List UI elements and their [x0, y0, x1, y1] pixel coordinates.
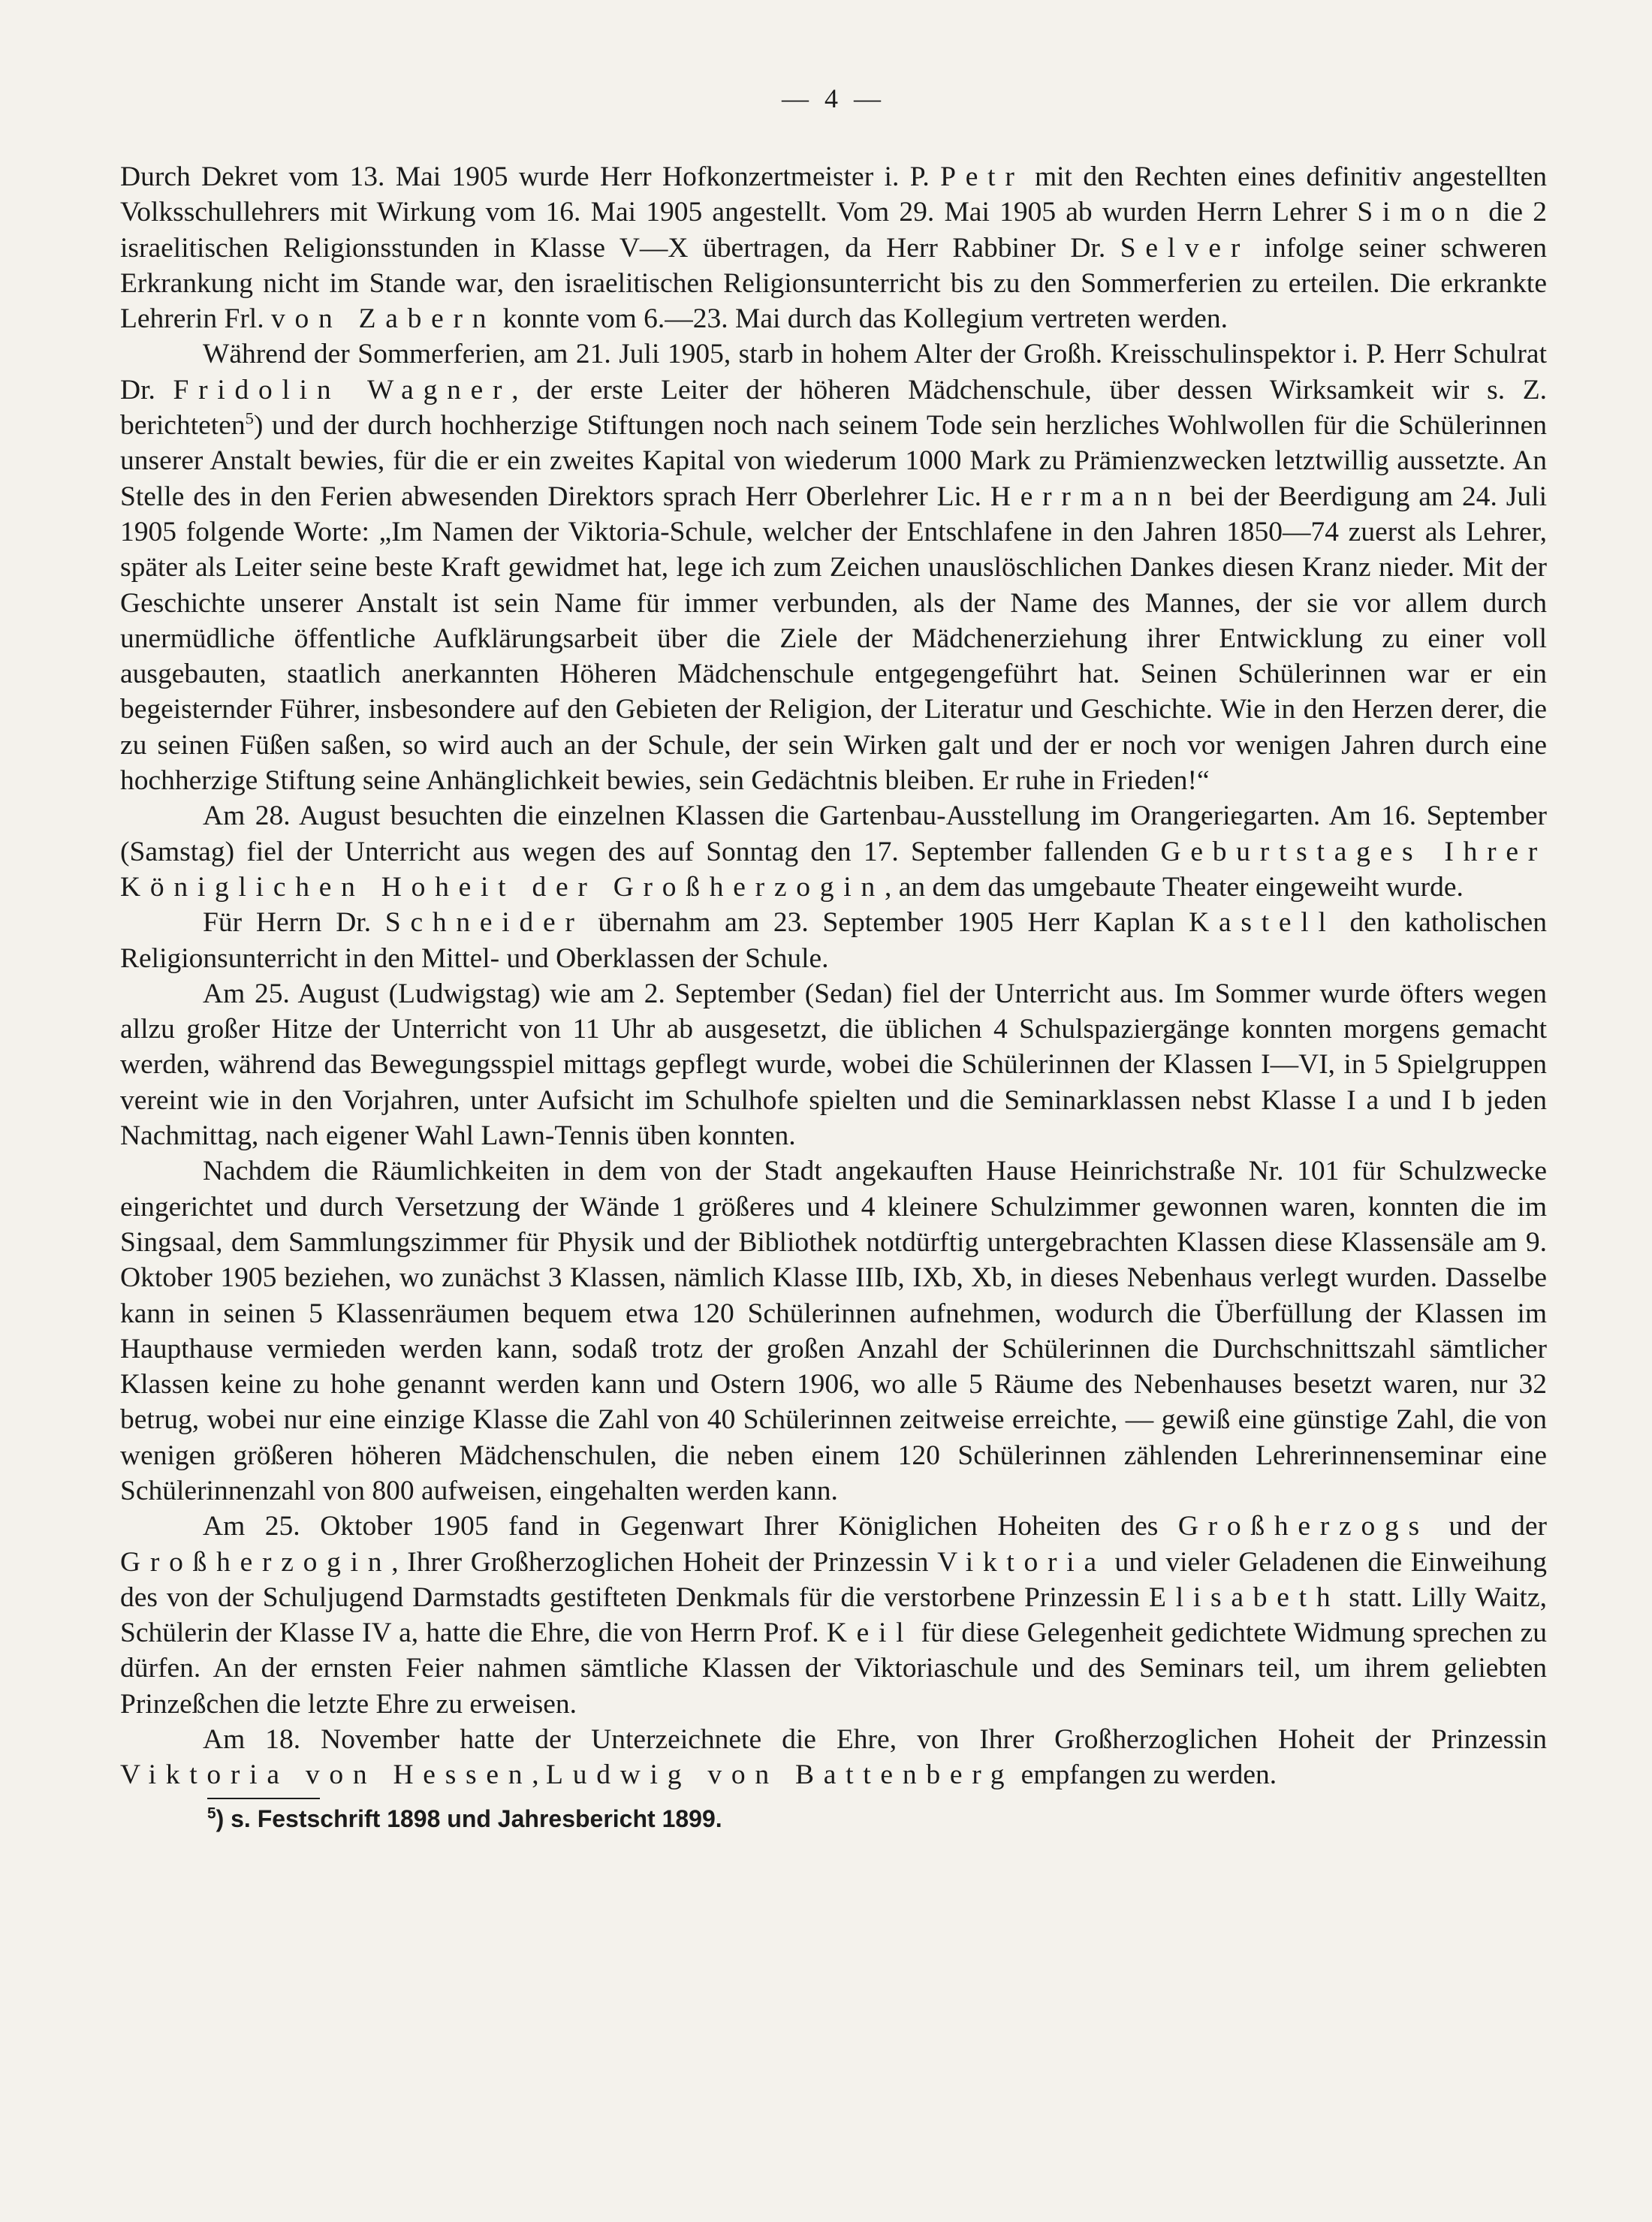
spaced-name: Simon — [1357, 197, 1479, 228]
text-run: , der erste Leiter der höheren Mädchenschule, über dessen Wirksamkeit wir s. Z. berichteten — [120, 374, 1547, 442]
text-run: Am 25. August (Ludwigstag) wie am 2. September (Sedan) fiel der Unterricht aus. Im Sommer wurde öfters wegen allzu großer Hitze der Unterricht von 11 Uhr ab ausgesetzt, die üblichen 4 Schulspaziergänge konnten morgens gemacht werden, während das Bewegungsspiel mittags gepflegt wurde, wobei die Schülerinnen der Klassen I—VI, in 5 Spielgruppen vereint wie in den Vorjahren, unter Aufsicht im Schulhofe spielten und die Seminarklassen nebst Klasse I a und I b jeden Nachmittag, nach eigener Wahl Lawn-Tennis üben konnten. — [120, 978, 1547, 1152]
text-run: Für Herrn Dr. — [203, 907, 385, 939]
paragraph-p5 — [120, 976, 1547, 1153]
text-run: die 2 israelitischen Religionsstunden in Klasse V—X übertragen, da Herr Rabbiner Dr. — [120, 197, 1547, 264]
text-run: für diese Gelegenheit gedichtete Widmung sprechen zu dürfen. An der ernsten Feier nahmen sämtliche Klassen der Viktoriaschule und des Seminars teil, um ihrem geliebten Prinzeßchen die letzte Ehre zu erweisen. — [120, 1618, 1547, 1720]
spaced-name: Herrmann — [990, 481, 1181, 512]
paragraph-p8 — [120, 1722, 1547, 1793]
text-run: empfangen zu werden. — [1014, 1759, 1277, 1791]
text-run: konnte vom 6.—23. Mai durch das Kollegium vertreten werden. — [496, 303, 1228, 335]
text-run: Nachdem die Räumlichkeiten in dem von der Stadt angekauften Hause Heinrichstraße Nr. 101 für Schulzwecke eingerichtet und durch Versetzung der Wände 1 größeres und 4 kleinere Schulzimmer gewonnen waren, konnten die im Singsaal, dem Sammlungszimmer für Physik und der Bibliothek notdürftig untergebrachten Klassen diese Klassensäle am 9. Oktober 1905 beziehen, wo zunächst 3 Klassen, nämlich Klasse IIIb, IXb, Xb, in dieses Nebenhaus verlegt wurden. Dasselbe kann in seinen 5 Klassenräumen bequem etwa 120 Schülerinnen aufnehmen, wodurch die Überfüllung der Klassen im Haupthause vermieden werden kann, sodaß trotz der großen Anzahl der Schülerinnen die Durchschnittszahl sämtlicher Klassen keine zu hohe genannt werden kann und Ostern 1906, wo alle 5 Räume des Nebenhauses besetzt waren, nur 32 betrug, wobei nur eine einzige Klasse die Zahl von 40 Schülerinnen zeitweise erreichte, — gewiß eine günstige Zahl, die von wenigen größeren höheren Mädchenschulen, die neben einem 120 Schülerinnen zählenden Lehrerinnenseminar eine Schülerinnenzahl von 800 aufweisen, eingehalten werden kann. — [120, 1156, 1547, 1506]
text-run: übernahm am 23. September 1905 Herr Kaplan — [583, 907, 1189, 939]
spaced-name: Petr — [940, 161, 1024, 192]
spaced-name: Großherzogs — [1177, 1511, 1429, 1542]
text-run: ) und der durch hochherzige Stiftungen noch nach seinem Tode sein herzliches Wohlwollen für die Schülerinnen unserer Anstalt bewies, für die er ein zweites Kapital von wiederum 1000 Mark zu Prämienzwecken letztwillig aussetzte. An Stelle des in den Ferien abwesenden Direktors sprach Herr Oberlehrer Lic. — [120, 410, 1547, 512]
text-run: , — [532, 1759, 547, 1791]
spaced-name: Selver — [1120, 232, 1250, 264]
text-run: Während der Sommerferien, am 21. Juli 1905, starb in hohem Alter der Großh. Kreisschulinspektor i. P. Herr Schulrat Dr. — [120, 339, 1547, 406]
footnote-rule — [207, 1798, 320, 1799]
footnote-text: ) s. Festschrift 1898 und Jahresbericht 1899. — [216, 1804, 722, 1832]
paragraph-p4 — [120, 905, 1547, 976]
spaced-name: Elisabeth — [1149, 1581, 1340, 1613]
paragraph-p1 — [120, 159, 1547, 336]
spaced-name: Fridolin Wagner — [173, 374, 512, 406]
spaced-name: von Zabern — [270, 303, 496, 335]
text-run: , an dem das umgebaute Theater eingeweiht wurde. — [884, 871, 1464, 903]
body-text — [120, 159, 1547, 1793]
text-run: infolge seiner schweren Erkrankung nicht im Stande war, den israelitischen Religionsunterricht bis zu den Sommerferien zu erteilen. Die erkrankte Lehrerin Frl. — [120, 232, 1547, 335]
footnote-marker: 5 — [207, 1804, 216, 1822]
text-run: Am 18. November hatte der Unterzeichnete die Ehre, von Ihrer Großherzoglichen Hoheit der Prinzessin — [203, 1724, 1547, 1756]
text-run: Am 25. Oktober 1905 fand in Gegenwart Ihrer Königlichen Hoheiten des — [203, 1511, 1178, 1542]
paragraph-p2 — [120, 336, 1547, 798]
spaced-name: Ludwig von Battenberg — [546, 1759, 1014, 1791]
text-run: den katholischen Religionsunterricht in den Mittel- und Oberklassen der Schule. — [120, 907, 1547, 974]
spaced-name: Kastell — [1189, 907, 1336, 939]
spaced-name: Viktoria — [937, 1546, 1106, 1578]
spaced-name: Viktoria von Hessen — [120, 1759, 532, 1791]
paragraph-p3 — [120, 798, 1547, 905]
text-run: und der — [1428, 1511, 1547, 1542]
footnote — [207, 1804, 1547, 1834]
text-run: Am 28. August besuchten die einzelnen Klassen die Gartenbau-Ausstellung im Orangeriegarten. Am 16. September (Samstag) fiel der Unterricht aus wegen des auf Sonntag den 17. September fallenden — [120, 800, 1547, 867]
text-run: Durch Dekret vom 13. Mai 1905 wurde Herr Hofkonzertmeister i. P. — [120, 161, 941, 192]
text-run: bei der Beerdigung am 24. Juli 1905 folgende Worte: „Im Namen der Viktoria-Schule, welcher der Entschlafene in den Jahren 1850—74 zuerst als Lehrer, später als Leiter seine beste Kraft gewidmet hat, lege ich zum Zeichen unauslöschlichen Dankes diesen Kranz nieder. Mit der Geschichte unserer Anstalt ist sein Name für immer verbunden, als der Name des Mannes, der sie vor allem durch unermüdliche öffentliche Aufklärungsarbeit über die Ziele der Mädchenerziehung ihrer Entwicklung zu einer voll ausgebauten, staatlich anerkannten Höheren Mädchenschule entgegengeführt hat. Seinen Schülerinnen war er ein begeisternder Führer, insbesondere auf den Gebieten der Religion, der Literatur und Geschichte. Wie in den Herzen derer, die zu seinen Füßen saßen, so wird auch an der Schule, der sein Wirken galt und der er noch vor wenigen Jahren durch eine hochherzige Stiftung seine Anhänglichkeit bewies, sein Gedächtnis bleiben. Er ruhe in Frieden!“ — [120, 481, 1547, 797]
spaced-name: Großherzogin — [120, 1546, 392, 1578]
text-run: mit den Rechten eines definitiv angestellten Volksschullehrers mit Wirkung vom 16. Mai 1905 angestellt. Vom 29. Mai 1905 ab wurden Herrn Lehrer — [120, 161, 1547, 228]
text-run: und vieler Geladenen die Einweihung des von der Schuljugend Darmstadts gestifteten Denkmals für die verstorbene Prinzessin — [120, 1546, 1547, 1613]
page-number: — 4 — — [782, 83, 885, 113]
spaced-name: Geburtstages Ihrer Königlichen Hoheit der Großherzogin — [120, 836, 1547, 903]
text-run: statt. Lilly Waitz, Schülerin der Klasse IV a, hatte die Ehre, die von Herrn Prof. — [120, 1581, 1547, 1649]
text-run: , Ihrer Großherzoglichen Hoheit der Prinzessin — [391, 1546, 938, 1578]
spaced-name: Keil — [826, 1618, 914, 1649]
spaced-name: Schneider — [384, 907, 584, 939]
footnote-ref: 5 — [245, 409, 254, 428]
paragraph-p7 — [120, 1509, 1547, 1722]
paragraph-p6 — [120, 1153, 1547, 1509]
